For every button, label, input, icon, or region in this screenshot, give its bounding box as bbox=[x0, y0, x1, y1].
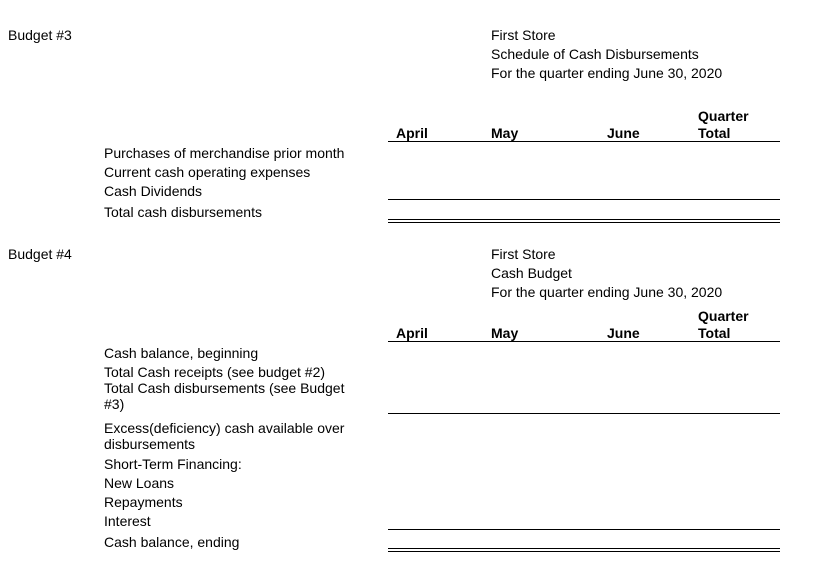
budget4-financing-rule bbox=[388, 529, 780, 530]
budget3-col-may: May bbox=[491, 125, 519, 141]
budget3-subtotal-rule bbox=[388, 199, 780, 200]
budget3-col-april: April bbox=[396, 125, 428, 141]
budget4-row-cash-ending: Cash balance, ending bbox=[104, 534, 240, 550]
budget4-period: For the quarter ending June 30, 2020 bbox=[491, 284, 723, 300]
budget4-col-quarter-line2: Total bbox=[698, 325, 731, 341]
budget4-ending-rule-2 bbox=[388, 551, 780, 552]
budget4-label: Budget #4 bbox=[8, 246, 72, 262]
budget4-row-cash-receipts: Total Cash receipts (see budget #2) bbox=[104, 364, 326, 380]
budget4-row-cash-disbursements: Total Cash disbursements (see Budget #3) bbox=[104, 380, 345, 412]
budget3-col-quarter-line1: Quarter bbox=[698, 108, 749, 124]
budget3-row-purchases: Purchases of merchandise prior month bbox=[104, 145, 345, 161]
budget4-company: First Store bbox=[491, 246, 556, 262]
budget3-total-rule-1 bbox=[388, 219, 780, 220]
budget4-ending-rule-1 bbox=[388, 548, 780, 549]
budget3-schedule-title: Schedule of Cash Disbursements bbox=[491, 46, 699, 62]
budget3-header-rule bbox=[388, 141, 780, 142]
budget4-row-new-loans: New Loans bbox=[104, 475, 175, 491]
budget4-row-excess-deficiency: Excess(deficiency) cash available over disbursements bbox=[104, 420, 345, 452]
budget3-company: First Store bbox=[491, 27, 556, 43]
budget4-header-rule bbox=[388, 341, 780, 342]
budget4-schedule-title: Cash Budget bbox=[491, 265, 572, 281]
budget3-row-operating-expenses: Current cash operating expenses bbox=[104, 164, 311, 180]
budget4-row-cash-beginning: Cash balance, beginning bbox=[104, 345, 259, 361]
budget4-row-interest: Interest bbox=[104, 513, 151, 529]
budget4-disbursements-rule bbox=[388, 413, 780, 414]
budget4-col-april: April bbox=[396, 325, 428, 341]
budget3-row-total: Total cash disbursements bbox=[104, 204, 262, 220]
budget3-total-rule-2 bbox=[388, 222, 780, 223]
budget4-row-short-term-financing: Short-Term Financing: bbox=[104, 456, 242, 472]
budget4-col-june: June bbox=[607, 325, 640, 341]
budget3-col-quarter-line2: Total bbox=[698, 125, 731, 141]
budget3-col-june: June bbox=[607, 125, 640, 141]
budget4-row-repayments: Repayments bbox=[104, 494, 183, 510]
budget3-label: Budget #3 bbox=[8, 27, 72, 43]
budget3-period: For the quarter ending June 30, 2020 bbox=[491, 65, 723, 81]
budget3-row-dividends: Cash Dividends bbox=[104, 183, 203, 199]
budget4-col-may: May bbox=[491, 325, 519, 341]
budget4-col-quarter-line1: Quarter bbox=[698, 308, 749, 324]
